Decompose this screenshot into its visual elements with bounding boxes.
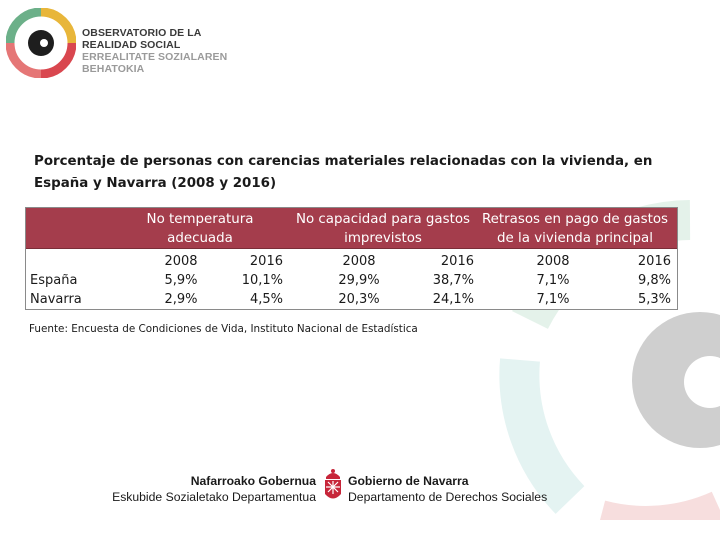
org-line-2: REALIDAD SOCIAL xyxy=(82,39,181,51)
year-cell: 2016 xyxy=(440,254,474,269)
org-name xyxy=(82,27,227,75)
row-label-navarra: Navarra xyxy=(30,292,82,307)
value-cell: 10,1% xyxy=(241,273,283,288)
footer-spanish xyxy=(348,473,547,505)
year-cell: 2008 xyxy=(342,254,376,269)
observatorio-logo-icon xyxy=(6,8,76,78)
org-line-4: BEHATOKIA xyxy=(82,63,145,75)
value-cell: 24,1% xyxy=(432,292,474,307)
org-line-1: OBSERVATORIO DE LA xyxy=(82,27,202,39)
footer-basque xyxy=(112,473,316,505)
footer-right-line2: Departamento de Derechos Sociales xyxy=(348,490,548,504)
footer-left-line2: Eskubide Sozialetako Departamentua xyxy=(112,490,316,504)
header-group-temperatura: No temperatura adecuada xyxy=(146,212,254,246)
value-cell: 7,1% xyxy=(536,292,570,307)
value-cell: 29,9% xyxy=(338,273,380,288)
year-cell: 2016 xyxy=(637,254,671,269)
data-table xyxy=(25,207,678,310)
navarra-crest-icon xyxy=(322,467,344,505)
year-cell: 2008 xyxy=(164,254,198,269)
footer-left-line1: Nafarroako Gobernua xyxy=(190,474,316,488)
header-group-gastos-imprevistos: No capacidad para gastos imprevistos xyxy=(295,212,471,246)
value-cell: 4,5% xyxy=(249,292,283,307)
row-label-espana: España xyxy=(30,273,78,288)
value-cell: 5,9% xyxy=(164,273,198,288)
header-group-retrasos-pago: Retrasos en pago de gastos de la vivienda principal xyxy=(481,212,669,246)
value-cell: 7,1% xyxy=(536,273,570,288)
value-cell: 38,7% xyxy=(432,273,474,288)
year-cell: 2016 xyxy=(249,254,283,269)
org-line-3: ERREALITATE SOZIALAREN xyxy=(82,51,228,63)
source-note: Fuente: Encuesta de Condiciones de Vida, Instituto Nacional de Estadística xyxy=(29,323,418,335)
header-divider xyxy=(26,248,677,249)
value-cell: 9,8% xyxy=(637,273,671,288)
footer-right-line1: Gobierno de Navarra xyxy=(348,474,469,488)
value-cell: 5,3% xyxy=(637,292,671,307)
value-cell: 2,9% xyxy=(164,292,198,307)
value-cell: 20,3% xyxy=(338,292,380,307)
page-title: Porcentaje de personas con carencias materiales relacionadas con la vivienda, en España y Navarra (2008 y 2016) xyxy=(34,154,653,191)
year-cell: 2008 xyxy=(536,254,570,269)
